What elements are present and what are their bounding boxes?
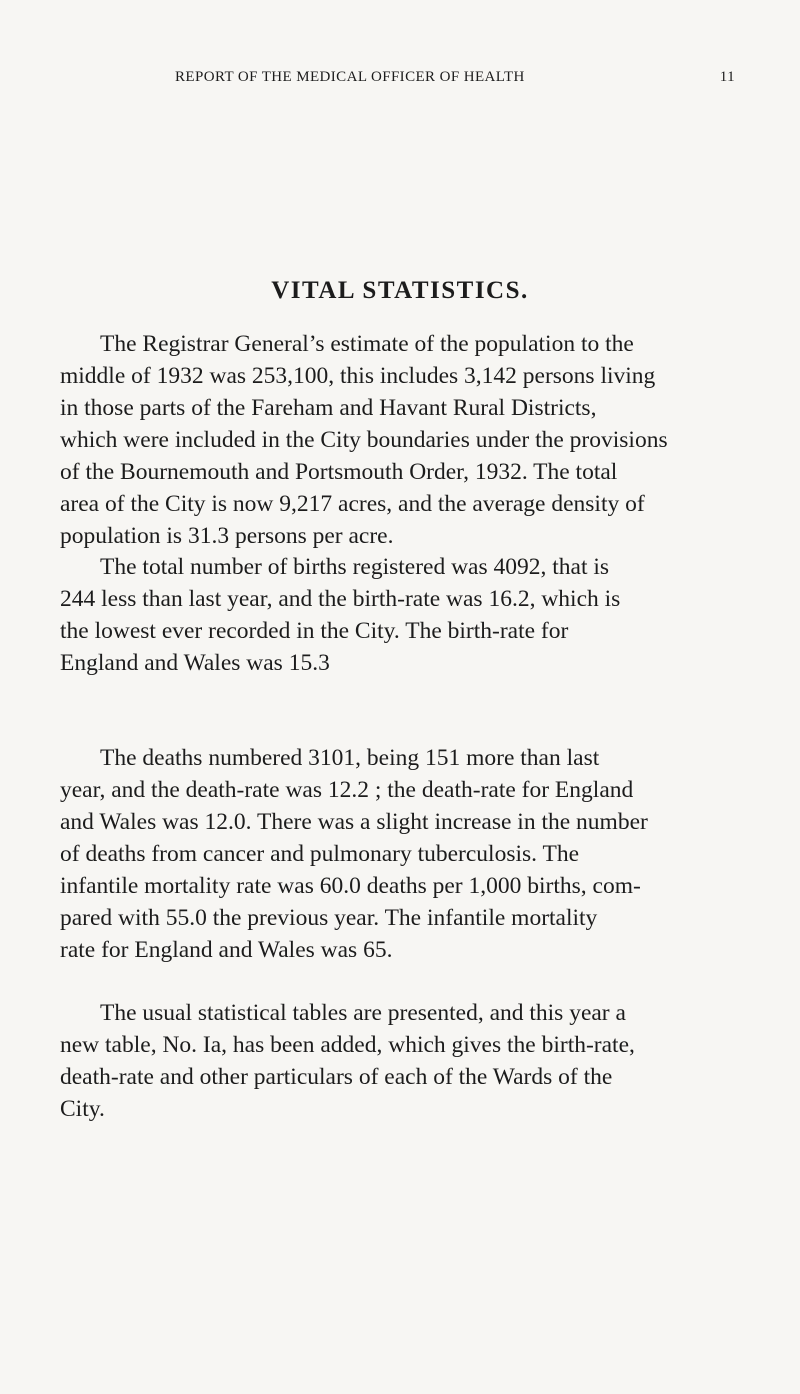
text-line: population is 31.3 persons per acre. (60, 523, 394, 549)
paragraph-population (60, 328, 753, 552)
text-line: 244 less than last year, and the birth-rate was 16.2, which is (60, 586, 621, 612)
text-line: pared with 55.0 the previous year. The infantile mortality (60, 905, 598, 931)
text-line: rate for England and Wales was 65. (60, 937, 393, 963)
text-line: The total number of births registered was 4092, that is (100, 554, 610, 580)
report-title: REPORT OF THE MEDICAL OFFICER OF HEALTH (175, 69, 525, 85)
text-line: infantile mortality rate was 60.0 deaths per 1,000 births, com- (60, 873, 641, 899)
text-line: which were included in the City boundaries under the provisions (60, 427, 668, 453)
text-line: area of the City is now 9,217 acres, and the average density of (60, 491, 645, 517)
text-line: The usual statistical tables are presented, and this year a (100, 1000, 626, 1026)
text-line: death-rate and other particulars of each of the Wards of the (60, 1064, 613, 1090)
text-line: City. (60, 1096, 105, 1122)
text-line: new table, No. Ia, has been added, which gives the birth-rate, (60, 1032, 635, 1058)
running-header (135, 66, 735, 88)
text-line: of deaths from cancer and pulmonary tuberculosis. The (60, 841, 580, 867)
section-heading: VITAL STATISTICS. (271, 277, 529, 304)
paragraph-births (60, 551, 753, 679)
text-line: and Wales was 12.0. There was a slight increase in the number (60, 809, 648, 835)
text-line: England and Wales was 15.3 (60, 650, 330, 676)
text-line: in those parts of the Fareham and Havant Rural Districts, (60, 395, 597, 421)
text-line: The Registrar General’s estimate of the population to the (100, 331, 634, 357)
text-line: year, and the death-rate was 12.2 ; the death-rate for England (60, 777, 634, 803)
text-line: middle of 1932 was 253,100, this includes 3,142 persons living (60, 363, 656, 389)
text-line: The deaths numbered 3101, being 151 more than last (100, 745, 600, 771)
page-number: 11 (719, 69, 735, 85)
paragraph-deaths (60, 742, 753, 966)
text-line: of the Bournemouth and Portsmouth Order, 1932. The total (60, 459, 618, 485)
text-line: the lowest ever recorded in the City. The birth-rate for (60, 618, 569, 644)
paragraph-tables (60, 997, 753, 1125)
